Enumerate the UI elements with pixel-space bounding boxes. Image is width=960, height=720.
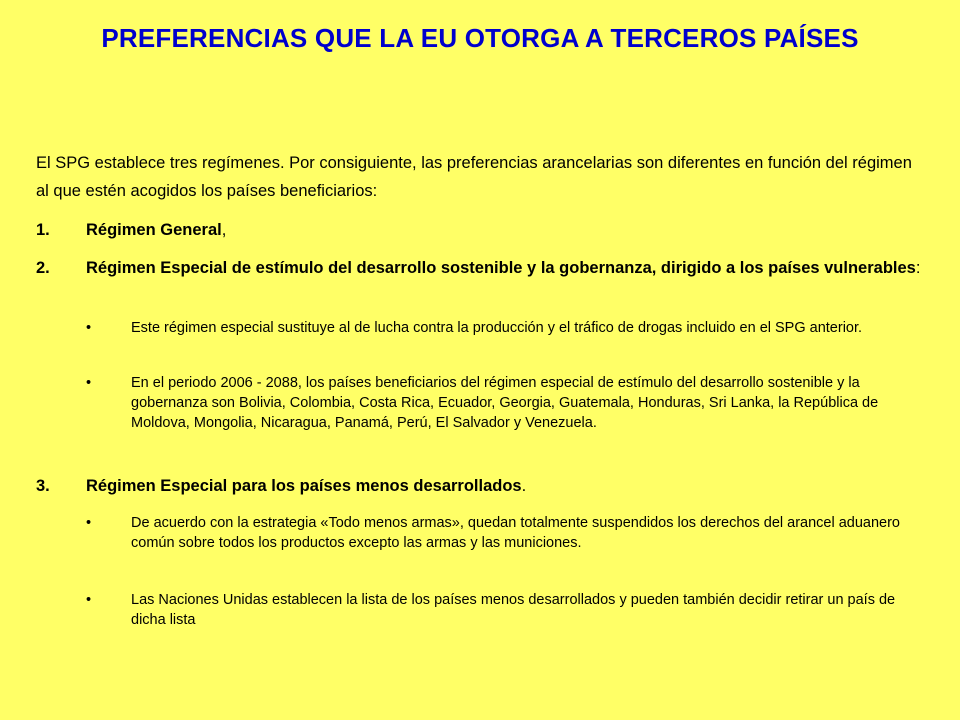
bullet-text: Las Naciones Unidas establecen la lista de los países menos desarrollados y pueden también decidir retirar un país de dicha lista	[131, 592, 896, 628]
bullet-item	[86, 373, 916, 433]
slide-title: PREFERENCIAS QUE LA EU OTORGA A TERCEROS PAÍSES	[101, 23, 859, 53]
item-label: Régimen Especial para los países menos desarrollados	[86, 477, 522, 495]
bullet-item	[86, 590, 916, 630]
intro-paragraph: El SPG establece tres regímenes. Por consiguiente, las preferencias arancelarias son diferentes en función del régimen al que estén acogidos los países beneficiarios:	[36, 154, 912, 200]
list-item-1	[36, 218, 926, 242]
list-item-3	[36, 474, 926, 498]
bullet-symbol: •	[86, 375, 92, 391]
bullet-symbol: •	[86, 515, 92, 531]
item-number: 3.	[36, 477, 50, 495]
list-item-2	[36, 256, 926, 280]
bullet-item	[86, 318, 916, 338]
item-label: Régimen Especial de estímulo del desarrollo sostenible y la gobernanza, dirigido a los países vulnerables	[86, 259, 916, 277]
item-suffix: ,	[221, 221, 227, 239]
item-label: Régimen General	[86, 221, 222, 239]
bullet-text: De acuerdo con la estrategia «Todo menos armas», quedan totalmente suspendidos los derechos del arancel aduanero común sobre todos los productos excepto las armas y las municiones.	[131, 515, 900, 551]
item-suffix: :	[915, 259, 921, 277]
bullet-symbol: •	[86, 320, 92, 336]
item-number: 1.	[36, 221, 50, 239]
item-number: 2.	[36, 259, 50, 277]
bullet-symbol: •	[86, 592, 92, 608]
bullet-text: Este régimen especial sustituye al de lucha contra la producción y el tráfico de drogas incluido en el SPG anterior.	[131, 320, 863, 336]
bullet-item	[86, 513, 916, 553]
bullet-text: En el periodo 2006 - 2088, los países beneficiarios del régimen especial de estímulo del desarrollo sostenible y la gobernanza son Bolivia, Colombia, Costa Rica, Ecuador, Georgia, Guatemala, Honduras, Sri Lanka, la República de Moldova, Mongolia, Nicaragua, Panamá, Perú, El Salvador y Venezuela.	[131, 375, 879, 431]
item-suffix: .	[521, 477, 527, 495]
